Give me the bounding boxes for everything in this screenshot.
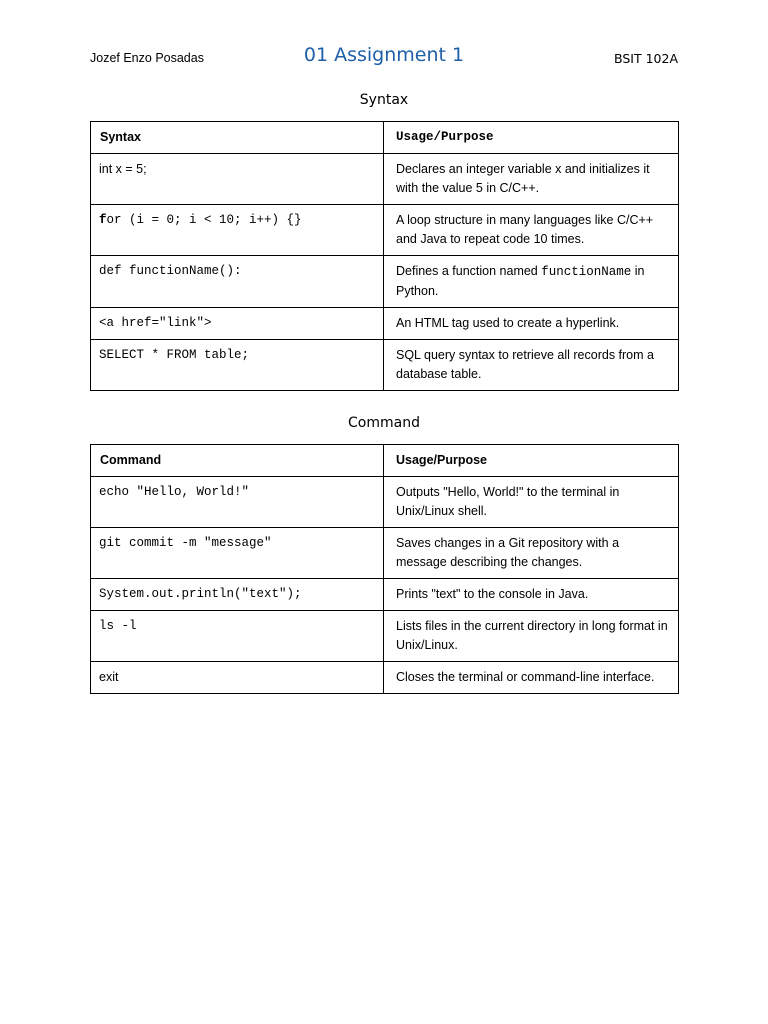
column-header-usage: Usage/Purpose: [396, 130, 494, 144]
command-table: [90, 444, 679, 694]
document-title: 01 Assignment 1: [303, 44, 465, 66]
syntax-code-cell: int x = 5;: [99, 162, 147, 176]
inline-code: functionName: [541, 265, 632, 279]
syntax-code-cell: def functionName():: [99, 264, 242, 278]
command-code-cell: System.out.println("text");: [99, 587, 302, 601]
table-row: [91, 340, 679, 391]
usage-cell: Prints "text" to the console in Java.: [396, 587, 589, 601]
table-row: [91, 579, 679, 611]
table-row: [91, 308, 679, 340]
table-row: [91, 477, 679, 528]
page-header: [90, 44, 678, 74]
command-code-cell: echo "Hello, World!": [99, 485, 250, 499]
usage-cell: A loop structure in many languages like C/C++ and Java to repeat code 10 times.: [396, 213, 654, 246]
author-name: Jozef Enzo Posadas: [90, 51, 204, 65]
syntax-table: [90, 121, 679, 391]
table-row: [91, 611, 679, 662]
class-section: BSIT 102A: [614, 51, 678, 66]
column-header-command: Command: [100, 453, 162, 467]
syntax-code-cell: SELECT * FROM table;: [99, 348, 250, 362]
usage-cell: An HTML tag used to create a hyperlink.: [396, 316, 620, 330]
column-header-syntax: Syntax: [100, 130, 141, 144]
command-code-cell: ls -l: [99, 619, 137, 633]
usage-cell: Closes the terminal or command-line interface.: [396, 670, 655, 684]
usage-cell: Outputs "Hello, World!" to the terminal in Unix/Linux shell.: [396, 485, 620, 518]
table-header-row: [91, 445, 679, 477]
usage-cell: SQL query syntax to retrieve all records from a database table.: [396, 348, 654, 381]
command-code-cell: exit: [99, 670, 119, 684]
table-row: [91, 662, 679, 694]
table-row: [91, 528, 679, 579]
usage-text: Defines a function named: [396, 264, 542, 278]
table-row: [91, 205, 679, 256]
usage-cell: Saves changes in a Git repository with a message describing the changes.: [396, 536, 620, 569]
command-section-heading: Command: [348, 415, 420, 431]
usage-cell: [384, 256, 678, 307]
table-row: [91, 256, 679, 308]
syntax-section-heading: Syntax: [359, 92, 409, 108]
usage-cell: Declares an integer variable x and initializes it with the value 5 in C/C++.: [396, 162, 650, 195]
table-row: [91, 154, 679, 205]
table-header-row: [91, 122, 679, 154]
syntax-code-cell: [91, 205, 383, 236]
usage-cell: Lists files in the current directory in long format in Unix/Linux.: [396, 619, 668, 652]
column-header-usage: Usage/Purpose: [396, 453, 488, 467]
command-code-cell: git commit -m "message": [99, 536, 272, 550]
code-rest: or (i = 0; i < 10; i++) {}: [106, 213, 302, 227]
code-first-letter: f: [99, 213, 107, 227]
syntax-code-cell: <a href="link">: [99, 316, 212, 330]
usage-text: in Python.: [396, 264, 645, 298]
